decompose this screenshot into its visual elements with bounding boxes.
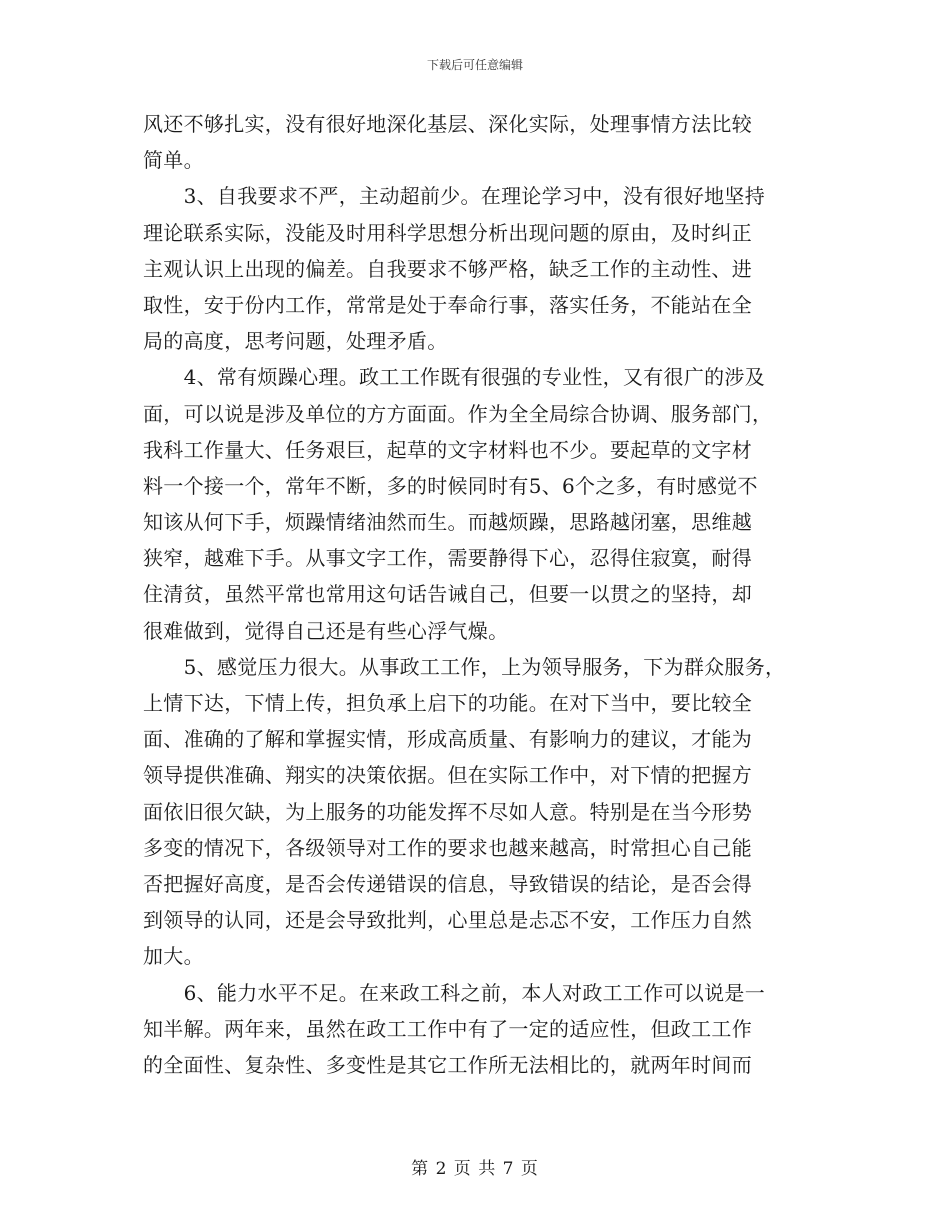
text-line: 我科工作量大、任务艰巨，起草的文字材料也不少。要起草的文字材 (143, 437, 752, 462)
page-header: 下载后可任意编辑 (426, 58, 523, 72)
text-line: 面，可以说是涉及单位的方方面面。作为全全局综合协调、服务部门， (143, 401, 773, 426)
text-line: 料一个接一个，常年不断，多的时候同时有5、6个之多，有时感觉不 (143, 473, 758, 498)
text-line: 加大。 (143, 944, 204, 969)
text-line: 的全面性、复杂性、多变性是其它工作所无法相比的，就两年时间而 (143, 1052, 752, 1077)
text-line: 局的高度，思考问题，处理矛盾。 (143, 329, 448, 354)
text-line: 面、准确的了解和掌握实情，形成高质量、有影响力的建议，才能为 (143, 727, 752, 752)
text-line: 4、常有烦躁心理。政工工作既有很强的专业性，又有很广的涉及 (143, 365, 766, 390)
text-line: 面依旧很欠缺，为上服务的功能发挥不尽如人意。特别是在当今形势 (143, 799, 752, 824)
text-line: 很难做到，觉得自己还是有些心浮气燥。 (143, 618, 509, 643)
text-line: 多变的情况下，各级领导对工作的要求也越来越高，时常担心自己能 (143, 835, 752, 860)
text-line: 否把握好高度，是否会传递错误的信息，导致错误的结论，是否会得 (143, 871, 752, 896)
text-line: 取性，安于份内工作，常常是处于奉命行事，落实任务，不能站在全 (143, 292, 752, 317)
text-line: 领导提供准确、翔实的决策依据。但在实际工作中，对下情的把握方 (143, 763, 752, 788)
text-line: 主观认识上出现的偏差。自我要求不够严格，缺乏工作的主动性、进 (143, 256, 752, 281)
text-line: 上情下达，下情上传，担负承上启下的功能。在对下当中，要比较全 (143, 691, 752, 715)
text-line: 狭窄，越难下手。从事文字工作，需要静得下心，忍得住寂寞，耐得 (143, 546, 752, 571)
text-line: 6、能力水平不足。在来政工科之前，本人对政工工作可以说是一 (143, 980, 766, 1005)
text-line: 5、感觉压力很大。从事政工工作，上为领导服务，下为群众服务， (143, 654, 786, 679)
page-footer: 第 2 页 共 7 页 (411, 1159, 539, 1179)
text-line: 3、自我要求不严，主动超前少。在理论学习中，没有很好地坚持 (143, 184, 766, 209)
text-line: 知半解。两年来，虽然在政工工作中有了一定的适应性，但政工工作 (143, 1016, 752, 1041)
text-line: 住清贫，虽然平常也常用这句话告诫自己，但要一以贯之的坚持，却 (143, 582, 752, 607)
text-line: 知该从何下手，烦躁情绪油然而生。而越烦躁，思路越闭塞，思维越 (143, 510, 752, 535)
text-line: 到领导的认同，还是会导致批判，心里总是忐忑不安，工作压力自然 (143, 908, 752, 933)
text-line: 风还不够扎实，没有很好地深化基层、深化实际，处理事情方法比较 (143, 112, 752, 136)
text-line: 理论联系实际，没能及时用科学思想分析出现问题的原由，及时纠正 (143, 220, 752, 245)
text-line: 简单。 (143, 148, 204, 173)
document-body (143, 106, 815, 1083)
